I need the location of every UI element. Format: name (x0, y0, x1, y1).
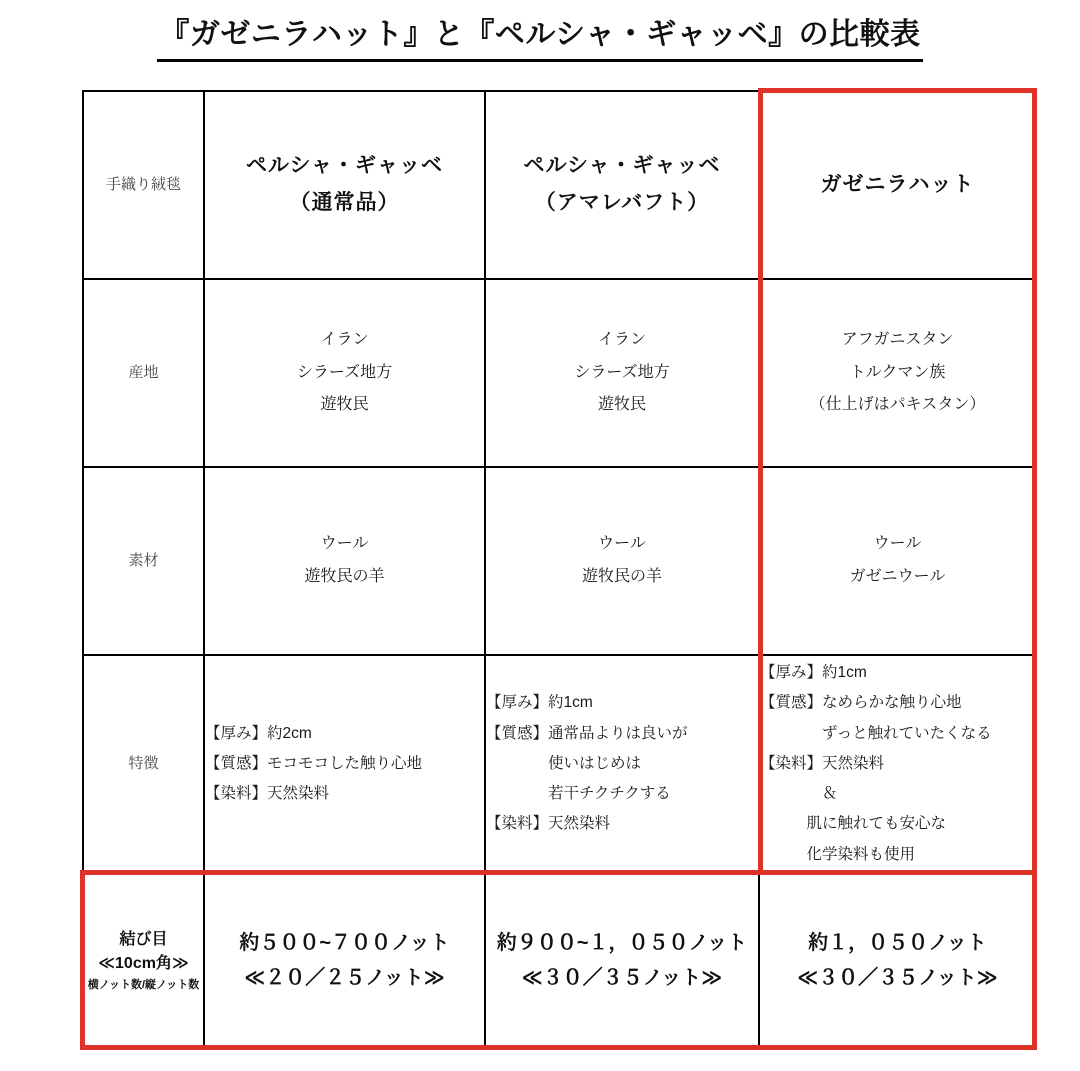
cell-line-5: 【染料】天然染料 (486, 815, 611, 833)
cell-line-3: （仕上げはパキスタン） (809, 396, 986, 414)
cell-material-gabbeh-regular (204, 467, 485, 655)
cell-features-gabbeh-amalebaft (485, 655, 759, 873)
row-label-knots (83, 873, 204, 1049)
column-header-line-2: （アマレバフト） (534, 191, 710, 214)
column-header-line-1: ガゼニラハット (820, 172, 975, 196)
cell-origin-gabbeh-regular (204, 279, 485, 467)
cell-line-1: ウール (873, 535, 922, 553)
column-header-gabbeh-amalebaft (485, 91, 759, 279)
cell-origin-gazenira-hat (759, 279, 1036, 467)
cell-line-2: ガゼニウール (849, 568, 946, 585)
column-header-gazenira-hat (759, 91, 1036, 279)
cell-line-2: ≪２０／２５ノット≫ (244, 967, 445, 989)
cell-line-1: イラン (597, 330, 646, 348)
cell-knots-gabbeh-amalebaft (485, 873, 759, 1049)
cell-line-2: 遊牧民の羊 (304, 568, 385, 585)
row-label-features: 特徴 (83, 655, 204, 873)
corner-label-cell (83, 91, 204, 279)
cell-line-2: 【質感】モコモコした触り心地 (205, 754, 423, 772)
cell-knots-gabbeh-regular (204, 873, 485, 1049)
cell-line-1: 【厚み】約2cm (205, 724, 312, 742)
cell-material-gabbeh-amalebaft (485, 467, 759, 655)
cell-line-2: シラーズ地方 (574, 363, 670, 381)
cell-features-gabbeh-regular (204, 655, 485, 873)
row-label-origin: 産地 (83, 279, 204, 467)
cell-line-3: ずっと触れていたくなる (760, 724, 992, 742)
row-label-knots-line-1: 結び目 (119, 930, 168, 948)
cell-line-7: 化学染料も使用 (760, 845, 916, 863)
row-label-knots-line-2: ≪10cm角≫ (98, 955, 189, 973)
table-row-knots (83, 873, 1036, 1049)
cell-line-1: ウール (598, 535, 646, 553)
column-header-line-1: ペルシャ・ギャッベ (245, 154, 444, 178)
cell-line-2: トルクマン族 (849, 363, 946, 381)
comparison-table (82, 90, 1037, 1050)
cell-line-1: 【厚み】約1cm (760, 664, 867, 682)
cell-line-1: 【厚み】約1cm (486, 694, 593, 712)
cell-line-4: 若干チクチクする (486, 785, 671, 803)
cell-line-2: 遊牧民の羊 (581, 568, 662, 585)
cell-features-gazenira-hat (759, 655, 1036, 873)
column-header-line-2: （通常品） (289, 191, 400, 214)
cell-origin-gabbeh-amalebaft (485, 279, 759, 467)
table-row-material (83, 467, 1036, 655)
corner-label: 手織り絨毯 (105, 176, 181, 193)
cell-line-2: ≪３０／３５ノット≫ (521, 967, 723, 989)
cell-line-2: 【質感】なめらかな触り心地 (760, 694, 962, 712)
cell-line-3: 【染料】天然染料 (205, 785, 330, 803)
cell-line-1: イラン (320, 330, 369, 348)
cell-knots-gazenira-hat (759, 873, 1036, 1049)
cell-line-6: 肌に触れても安心な (760, 815, 947, 833)
table-header-row (83, 91, 1036, 279)
cell-line-3: 遊牧民 (597, 396, 646, 414)
column-header-gabbeh-regular (204, 91, 485, 279)
cell-line-2: ≪３０／３５ノット≫ (797, 967, 998, 989)
table-row-features (83, 655, 1036, 873)
cell-line-1: 約９００~１，０５０ノット (496, 932, 748, 954)
cell-line-4: 【染料】天然染料 (760, 754, 885, 772)
cell-line-1: 約５００~７００ノット (239, 932, 450, 954)
page-title: 『ガゼニラハット』と『ペルシャ・ギャッベ』の比較表 (157, 16, 922, 62)
cell-line-2: 【質感】通常品よりは良いが (486, 724, 688, 742)
cell-line-1: アフガニスタン (841, 330, 954, 348)
cell-line-1: ウール (320, 535, 369, 553)
page-title-container (0, 0, 1080, 78)
row-label-knots-line-3: 横ノット数/縦ノット数 (87, 979, 200, 992)
cell-line-3: 使いはじめは (486, 754, 642, 772)
table-row-origin (83, 279, 1036, 467)
column-header-line-1: ペルシャ・ギャッベ (523, 154, 721, 178)
cell-line-5: ＆ (760, 785, 838, 803)
row-label-material: 素材 (83, 467, 204, 655)
cell-material-gazenira-hat (759, 467, 1036, 655)
cell-line-2: シラーズ地方 (296, 363, 393, 381)
cell-line-1: 約１，０５０ノット (808, 932, 987, 954)
cell-line-3: 遊牧民 (320, 396, 369, 414)
